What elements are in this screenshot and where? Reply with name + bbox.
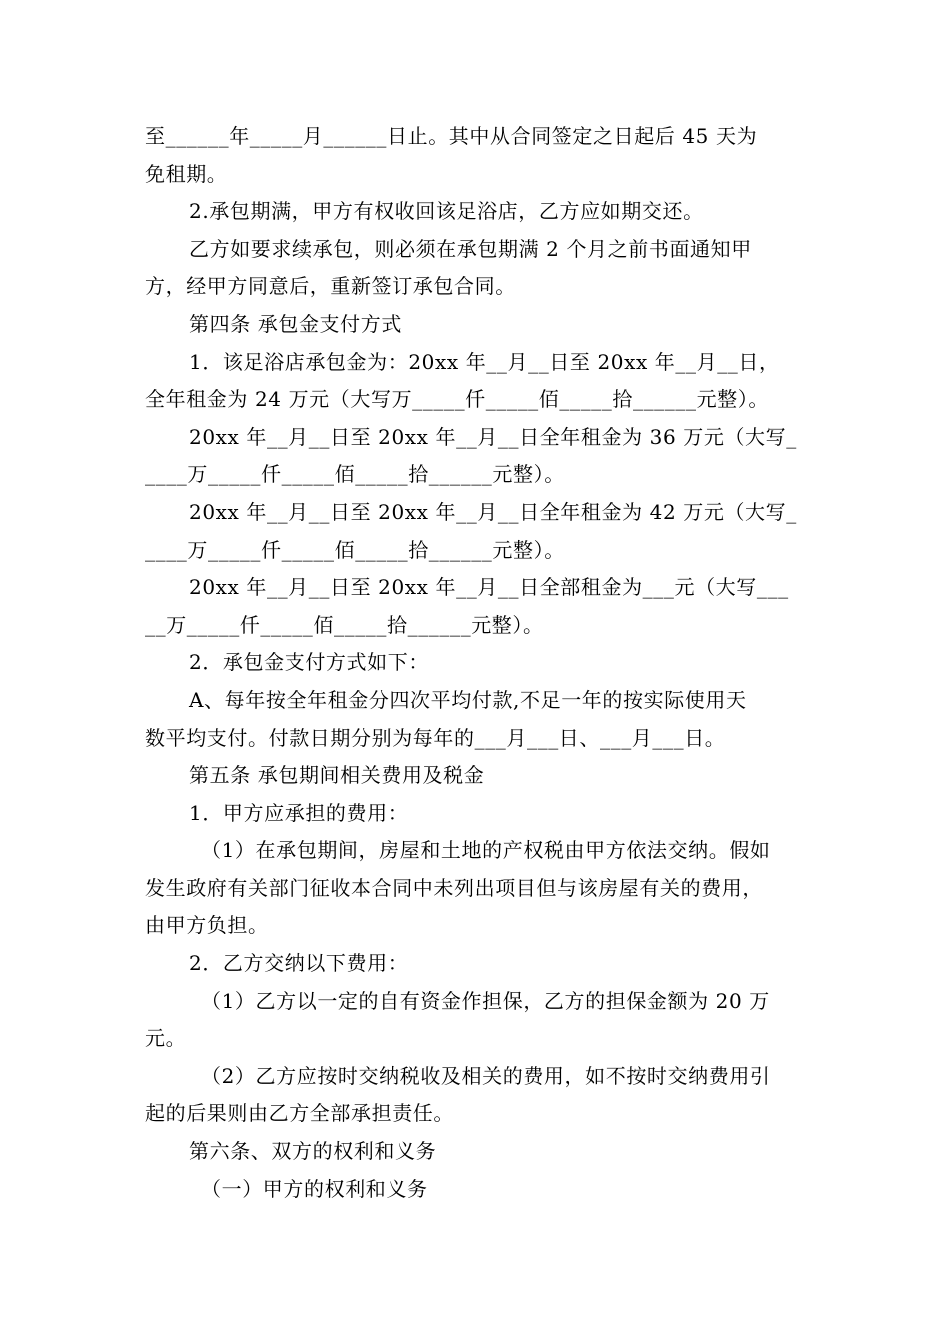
text-line: 全年租金为 24 万元（大写万_____仟_____佰_____拾______元整）。: [145, 387, 769, 412]
text-line: ____万_____仟_____佰_____拾______元整）。: [145, 462, 565, 487]
text-line: 2.承包期满，甲方有权收回该足浴店，乙方应如期交还。: [189, 199, 704, 224]
text-line: （1）在承包期间，房屋和土地的产权税由甲方依法交纳。假如: [201, 838, 771, 863]
contract-text-body: [145, 118, 815, 1208]
text-line: __万_____仟_____佰_____拾______元整）。: [145, 612, 544, 637]
text-line: （2）乙方应按时交纳税收及相关的费用，如不按时交纳费用引: [201, 1063, 771, 1088]
text-line: A、每年按全年租金分四次平均付款,不足一年的按实际使用天: [189, 687, 747, 712]
text-line: 元。: [145, 1026, 187, 1051]
text-line: 方，经甲方同意后，重新签订承包合同。: [145, 274, 516, 299]
text-line: 20xx 年__月__日至 20xx 年__月__日全年租金为 36 万元（大写_: [189, 424, 797, 449]
text-line: 2．乙方交纳以下费用：: [189, 951, 409, 976]
text-line: ____万_____仟_____佰_____拾______元整）。: [145, 537, 565, 562]
text-line: 乙方如要求续承包，则必须在承包期满 2 个月之前书面通知甲: [189, 236, 752, 261]
text-line: （一）甲方的权利和义务: [201, 1176, 428, 1201]
text-line: 第五条 承包期间相关费用及税金: [189, 763, 485, 788]
text-line: （1）乙方以一定的自有资金作担保，乙方的担保金额为 20 万: [201, 988, 770, 1013]
text-line: 1．该足浴店承包金为：20xx 年__月__日至 20xx 年__月__日，: [189, 349, 780, 374]
text-line: 数平均支付。付款日期分别为每年的___月___日、___月___日。: [145, 725, 726, 750]
text-line: 由甲方负担。: [145, 913, 269, 938]
text-line: 20xx 年__月__日至 20xx 年__月__日全部租金为___元（大写___: [189, 575, 789, 600]
text-line: 起的后果则由乙方全部承担责任。: [145, 1101, 454, 1126]
text-line: 至______年_____月______日止。其中从合同签定之日起后 45 天为: [145, 124, 758, 148]
text-line: 第四条 承包金支付方式: [189, 311, 402, 336]
text-line: 第六条、双方的权利和义务: [189, 1139, 437, 1164]
text-line: 1．甲方应承担的费用：: [189, 800, 409, 825]
text-line: 免租期。: [145, 161, 228, 186]
text-line: 发生政府有关部门征收本合同中未列出项目但与该房屋有关的费用，: [145, 875, 763, 900]
text-line: 20xx 年__月__日至 20xx 年__月__日全年租金为 42 万元（大写_: [189, 499, 797, 524]
text-line: 2．承包金支付方式如下：: [189, 650, 429, 675]
